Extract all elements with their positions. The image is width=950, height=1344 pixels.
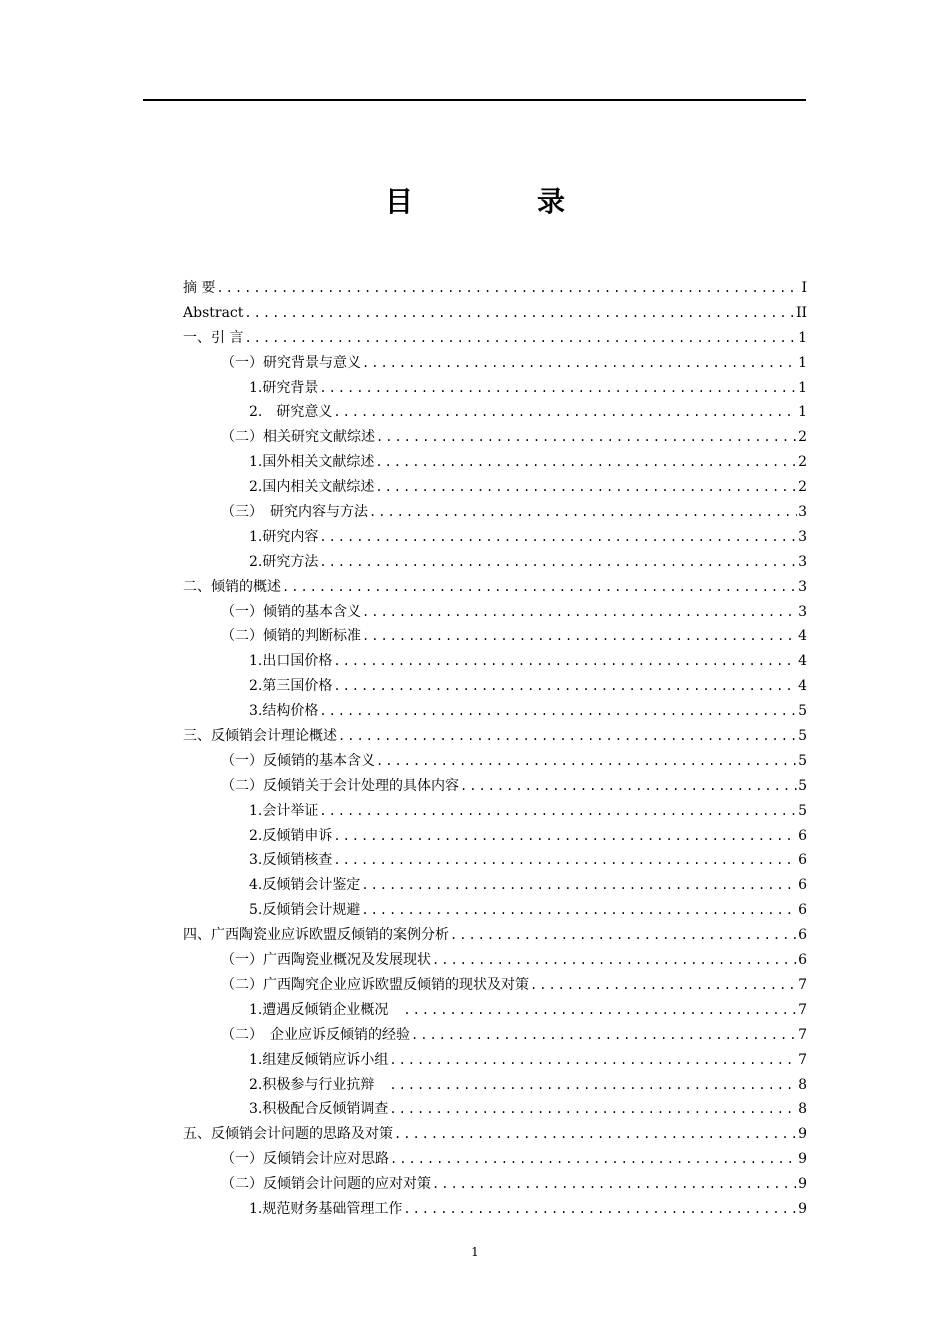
toc-entry-page: 2 — [798, 479, 807, 496]
toc-entry-label: 2.研究方法 — [249, 553, 319, 570]
toc-entry-page: 6 — [798, 852, 807, 869]
toc-entry-label: （二）相关研究文献综述 — [221, 429, 375, 446]
toc-leader-dots — [460, 774, 797, 799]
toc-entry-page: 6 — [798, 877, 807, 894]
toc-entry[interactable] — [183, 699, 807, 724]
toc-entry[interactable] — [183, 525, 807, 550]
toc-entry-label: （一）研究背景与意义 — [221, 354, 361, 371]
toc-entry-label: 2.第三国价格 — [249, 678, 333, 695]
toc-leader-dots — [333, 848, 797, 873]
toc-leader-dots — [361, 873, 797, 898]
toc-entry[interactable] — [183, 376, 807, 401]
toc-entry[interactable] — [183, 624, 807, 649]
toc-entry-page: 7 — [798, 1001, 807, 1018]
toc-entry-page: 4 — [798, 678, 807, 695]
toc-entry-label: 2.国内相关文献综述 — [249, 479, 375, 496]
toc-entry[interactable] — [183, 724, 807, 749]
toc-leader-dots — [333, 674, 797, 699]
toc-entry[interactable] — [183, 450, 807, 475]
toc-leader-dots — [319, 550, 797, 575]
toc-entry[interactable] — [183, 649, 807, 674]
toc-entry-page: 5 — [798, 728, 807, 745]
toc-entry-label: 五、反倾销会计问题的思路及对策 — [183, 1126, 393, 1143]
toc-entry[interactable] — [183, 1172, 807, 1197]
toc-entry[interactable] — [183, 1048, 807, 1073]
toc-entry-page: 6 — [798, 827, 807, 844]
toc-leader-dots — [403, 998, 797, 1023]
toc-entry-label: 1.研究背景 — [249, 379, 319, 396]
toc-entry[interactable] — [183, 1097, 807, 1122]
toc-entry-page: 1 — [798, 329, 807, 346]
toc-entry[interactable] — [183, 1023, 807, 1048]
toc-entry[interactable] — [183, 400, 807, 425]
toc-entry-page: I — [801, 280, 807, 296]
toc-entry-page: 1 — [798, 354, 807, 371]
toc-entry[interactable] — [183, 848, 807, 873]
toc-entry-label: （三） 研究内容与方法 — [221, 504, 368, 521]
toc-leader-dots — [362, 351, 797, 376]
toc-leader-dots — [376, 749, 797, 774]
toc-entry[interactable] — [183, 923, 807, 948]
toc-leader-dots — [361, 898, 797, 923]
toc-entry-label: 3.积极配合反倾销调查 — [249, 1101, 389, 1118]
toc-entry-label: 一、引 言 — [183, 329, 244, 346]
toc-entry-page: 7 — [798, 976, 807, 993]
toc-leader-dots — [376, 425, 797, 450]
toc-leader-dots — [375, 475, 797, 500]
toc-entry-page: 7 — [798, 1051, 807, 1068]
toc-entry-page: 9 — [798, 1126, 807, 1143]
toc-entry-page: 1 — [798, 404, 807, 421]
toc-entry[interactable] — [183, 824, 807, 849]
toc-entry-label: （二）反倾销关于会计处理的具体内容 — [221, 777, 459, 794]
toc-entry[interactable] — [183, 550, 807, 575]
toc-leader-dots — [362, 600, 797, 625]
toc-entry-page: 5 — [798, 802, 807, 819]
toc-leader-dots — [338, 724, 797, 749]
toc-entry-page: 5 — [798, 752, 807, 769]
toc-entry[interactable] — [183, 799, 807, 824]
toc-leader-dots — [244, 326, 797, 351]
toc-entry-label: 四、广西陶瓷业应诉欧盟反倾销的案例分析 — [183, 927, 449, 944]
toc-leader-dots — [450, 923, 797, 948]
toc-entry-label: （二）广西陶究企业应诉欧盟反倾销的现状及对策 — [221, 976, 529, 993]
toc-entry-label: 1.出口国价格 — [249, 653, 333, 670]
toc-leader-dots — [389, 1073, 797, 1098]
toc-leader-dots — [362, 624, 797, 649]
toc-leader-dots — [432, 1172, 797, 1197]
toc-entry[interactable] — [183, 973, 807, 998]
toc-leader-dots — [333, 824, 797, 849]
toc-entry-page: II — [795, 304, 807, 321]
toc-entry[interactable] — [183, 600, 807, 625]
toc-entry-label: Abstract — [183, 304, 244, 321]
toc-entry[interactable] — [183, 774, 807, 799]
toc-entry-page: 6 — [798, 902, 807, 919]
toc-leader-dots — [244, 301, 795, 326]
toc-leader-dots — [530, 973, 797, 998]
toc-entry-label: 1.组建反倾销应诉小组 — [249, 1051, 389, 1068]
toc-entry[interactable] — [183, 948, 807, 973]
toc-leader-dots — [333, 400, 797, 425]
toc-entry[interactable] — [183, 575, 807, 600]
toc-leader-dots — [394, 1122, 797, 1147]
toc-entry-page: 3 — [798, 578, 807, 595]
toc-entry-page: 3 — [798, 603, 807, 620]
toc-entry-label: 3.反倾销核查 — [249, 852, 333, 869]
toc-entry[interactable] — [183, 500, 807, 525]
page-number: 1 — [471, 1245, 479, 1259]
toc-entry-label: （一）广西陶瓷业概况及发展现状 — [221, 952, 431, 969]
toc-leader-dots — [333, 649, 797, 674]
toc-entry-label: 三、反倾销会计理论概述 — [183, 728, 337, 745]
toc-leader-dots — [390, 1147, 797, 1172]
toc-leader-dots — [389, 1097, 797, 1122]
toc-leader-dots — [411, 1023, 797, 1048]
toc-entry-page: 9 — [798, 1200, 807, 1217]
toc-entry-label: 二、倾销的概述 — [183, 578, 281, 595]
page-title: 目 录 — [384, 185, 613, 218]
toc-entry-label: 摘 要 — [183, 280, 216, 296]
toc-entry-label: 2.反倾销申诉 — [249, 827, 333, 844]
toc-entry-page: 5 — [798, 703, 807, 720]
toc-entry-page: 7 — [798, 1026, 807, 1043]
toc-entry[interactable] — [183, 873, 807, 898]
toc-entry-label: （二） 企业应诉反倾销的经验 — [221, 1026, 410, 1043]
toc-entry-label: 5.反倾销会计规避 — [249, 902, 361, 919]
toc-entry-page: 2 — [798, 454, 807, 471]
table-of-contents — [183, 276, 807, 1222]
toc-entry[interactable] — [183, 1147, 807, 1172]
toc-entry-page: 8 — [798, 1101, 807, 1118]
toc-leader-dots — [432, 948, 797, 973]
toc-entry-page: 9 — [798, 1151, 807, 1168]
toc-leader-dots — [389, 1048, 797, 1073]
toc-entry-label: 2. 研究意义 — [249, 404, 333, 421]
toc-entry-label: （一）反倾销会计应对思路 — [221, 1151, 389, 1168]
toc-leader-dots — [319, 699, 797, 724]
toc-leader-dots — [216, 276, 800, 301]
toc-entry-page: 6 — [798, 927, 807, 944]
toc-leader-dots — [403, 1197, 797, 1222]
toc-leader-dots — [369, 500, 797, 525]
toc-entry-label: （一）倾销的基本含义 — [221, 603, 361, 620]
toc-entry[interactable] — [183, 674, 807, 699]
toc-entry-label: 4.反倾销会计鉴定 — [249, 877, 361, 894]
toc-entry[interactable] — [183, 1197, 807, 1222]
toc-leader-dots — [319, 525, 797, 550]
toc-entry-label: 1.遭遇反倾销企业概况 — [249, 1001, 403, 1018]
toc-entry-page: 3 — [798, 504, 807, 521]
toc-entry-page: 8 — [798, 1076, 807, 1093]
toc-entry-page: 4 — [798, 653, 807, 670]
toc-entry[interactable] — [183, 276, 807, 301]
toc-entry[interactable] — [183, 326, 807, 351]
toc-entry-label: （一）反倾销的基本含义 — [221, 752, 375, 769]
toc-entry-page: 2 — [798, 429, 807, 446]
toc-leader-dots — [282, 575, 797, 600]
toc-entry[interactable] — [183, 425, 807, 450]
toc-entry-label: 1.规范财务基础管理工作 — [249, 1200, 403, 1217]
toc-entry-label: 1.国外相关文献综述 — [249, 454, 375, 471]
toc-entry-label: 2.积极参与行业抗辩 — [249, 1076, 389, 1093]
toc-leader-dots — [375, 450, 797, 475]
toc-entry-label: （二）倾销的判断标准 — [221, 628, 361, 645]
toc-leader-dots — [319, 799, 797, 824]
toc-entry[interactable] — [183, 998, 807, 1023]
toc-entry[interactable] — [183, 749, 807, 774]
toc-entry-label: （二）反倾销会计问题的应对对策 — [221, 1176, 431, 1193]
toc-entry[interactable] — [183, 1122, 807, 1147]
toc-leader-dots — [319, 376, 797, 401]
toc-entry-page: 3 — [798, 528, 807, 545]
toc-entry[interactable] — [183, 1073, 807, 1098]
toc-entry-page: 4 — [798, 628, 807, 645]
toc-entry-page: 1 — [798, 379, 807, 396]
toc-entry-label: 1.会计举证 — [249, 802, 319, 819]
toc-entry-page: 3 — [798, 553, 807, 570]
toc-entry[interactable] — [183, 475, 807, 500]
toc-entry[interactable] — [183, 351, 807, 376]
header-rule — [143, 99, 806, 101]
toc-entry-label: 3.结构价格 — [249, 703, 319, 720]
toc-entry-label: 1.研究内容 — [249, 528, 319, 545]
toc-entry-page: 5 — [798, 777, 807, 794]
toc-entry[interactable] — [183, 898, 807, 923]
toc-entry[interactable] — [183, 301, 807, 326]
toc-entry-page: 6 — [798, 952, 807, 969]
toc-entry-page: 9 — [798, 1176, 807, 1193]
